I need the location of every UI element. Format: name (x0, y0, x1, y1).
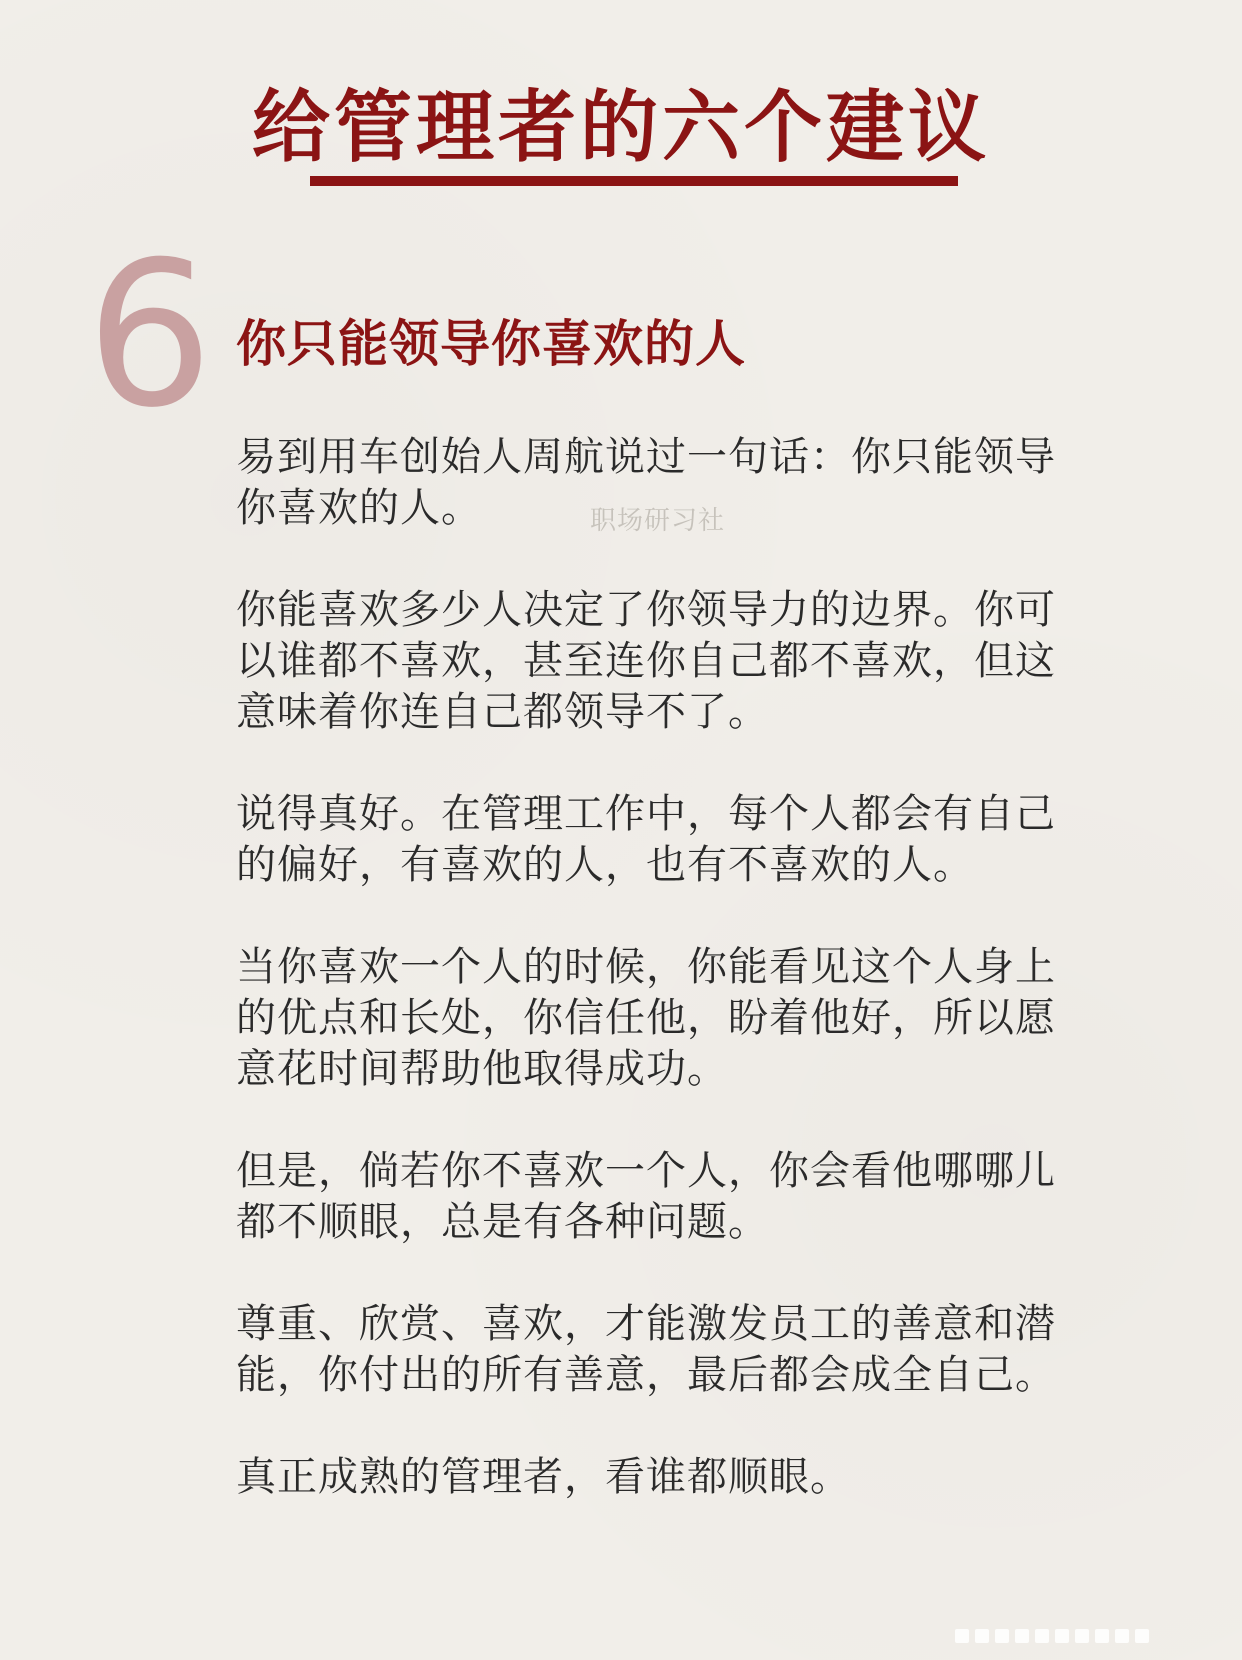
watermark-text: 职场研习社 (590, 506, 726, 536)
paragraph-7: 真正成熟的管理者，看谁都顺眼。 (236, 1454, 851, 1500)
page-title: 给管理者的六个建议 (251, 82, 990, 173)
paragraph-1: 易到用车创始人周航说过一句话：你只能领导你喜欢的人。 (236, 434, 1056, 531)
paragraph-3: 说得真好。在管理工作中，每个人都会有自己的偏好，有喜欢的人，也有不喜欢的人。 (236, 791, 1056, 888)
paragraph-6: 尊重、欣赏、喜欢，才能激发员工的善意和潜能，你付出的所有善意，最后都会成全自己。 (236, 1301, 1056, 1398)
paragraph-4: 当你喜欢一个人的时候，你能看见这个人身上的优点和长处，你信任他，盼着他好，所以愿意花时间帮助他取得成功。 (236, 944, 1056, 1092)
footer-tick (1135, 1629, 1149, 1643)
footer-tick (955, 1629, 969, 1643)
footer-tick (975, 1629, 989, 1643)
footer-decoration (955, 1628, 1215, 1642)
title-wrap (0, 78, 1242, 178)
paragraph-5: 但是，倘若你不喜欢一个人，你会看他哪哪儿都不顺眼，总是有各种问题。 (236, 1148, 1056, 1245)
article-body (236, 432, 1056, 1554)
footer-tick (1035, 1629, 1049, 1643)
footer-tick (995, 1629, 1009, 1643)
section-subtitle: 你只能领导你喜欢的人 (236, 315, 746, 373)
paragraph-2: 你能喜欢多少人决定了你领导力的边界。你可以谁都不喜欢，甚至连你自己都不喜欢，但这意味着你连自己都领导不了。 (236, 587, 1056, 735)
footer-tick (1015, 1629, 1029, 1643)
title-underline (310, 176, 958, 186)
footer-tick (1075, 1629, 1089, 1643)
footer-tick (1115, 1629, 1129, 1643)
section-number: 6 (86, 219, 214, 452)
footer-tick (1055, 1629, 1069, 1643)
footer-tick (1095, 1629, 1109, 1643)
